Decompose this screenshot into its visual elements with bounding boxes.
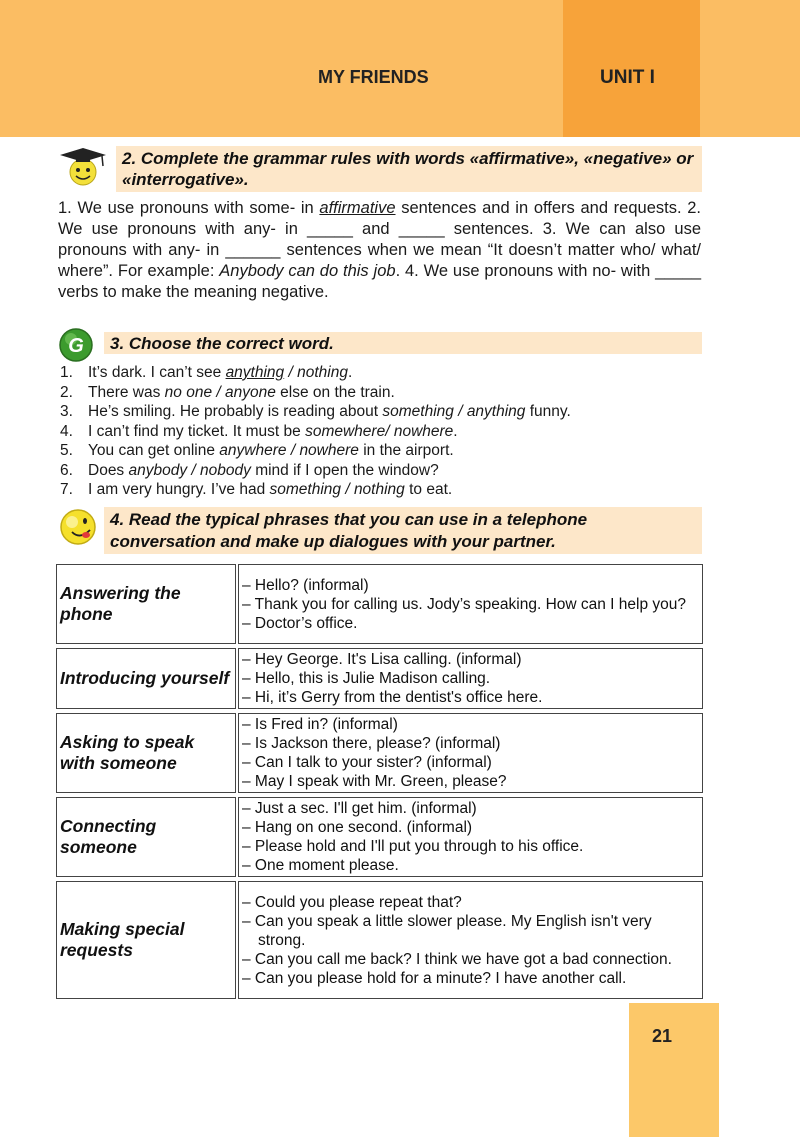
- phrases-table: [56, 560, 703, 1003]
- phrase-line: – Just a sec. I'll get him. (informal): [242, 800, 477, 817]
- separator: /: [284, 364, 298, 381]
- item-text: else on the train.: [275, 383, 395, 401]
- rule-text-part: sentences and in offers and requests. 2. We use pronouns with any- in _____ and _____ sentences. 3. We can also use pronouns with any- in ______ sentences when we mean “It doesn’t matter who/ what/ where”. For example:: [58, 199, 701, 280]
- list-item: [60, 480, 700, 500]
- table-row: [56, 797, 703, 877]
- phrases-cell: [238, 881, 703, 999]
- option-1: no one: [164, 383, 213, 401]
- list-item: [60, 383, 700, 403]
- item-text: You can get online: [88, 442, 220, 459]
- choose-word-list: [60, 363, 700, 500]
- phrase-line: – Hang on one second. (informal): [242, 819, 473, 836]
- list-item: [60, 402, 700, 422]
- filled-answer: affirmative: [319, 199, 396, 217]
- rule-text-part: 1. We use pronouns with some- in: [58, 199, 320, 217]
- svg-text:G: G: [68, 335, 84, 357]
- option-1: anybody: [128, 461, 188, 479]
- item-text: I am very hungry. I’ve had: [88, 481, 270, 498]
- item-text: mind if I open the window?: [250, 461, 439, 479]
- item-number: 4.: [60, 422, 73, 440]
- tongue-smiley-icon: [58, 506, 100, 548]
- option-1: anywhere: [219, 442, 287, 459]
- item-number: 1.: [60, 364, 73, 381]
- option-1: something: [382, 403, 454, 420]
- category-cell: Connecting someone: [56, 797, 236, 877]
- item-text: I can’t find my ticket. It must be: [88, 422, 306, 440]
- option-2: nowhere: [393, 422, 454, 440]
- example-sentence: Anybody can do this job: [219, 262, 396, 280]
- item-number: 6.: [60, 461, 73, 479]
- task3-heading: 3. Choose the correct word.: [104, 332, 702, 354]
- item-text: .: [453, 422, 458, 440]
- table-row: [56, 564, 703, 644]
- separator: /: [385, 422, 394, 440]
- list-item: [60, 461, 700, 481]
- option-1: anything: [225, 364, 285, 381]
- item-number: 2.: [60, 383, 73, 401]
- phrase-line: – One moment please.: [242, 857, 399, 874]
- item-text: He’s smiling. He probably is reading about: [88, 403, 383, 420]
- graduate-smiley-icon: [56, 146, 108, 188]
- task2-heading: 2. Complete the grammar rules with words «affirmative», «negative» or «interrogative».: [116, 146, 702, 192]
- item-text: funny.: [525, 403, 571, 420]
- phrase-line: – Hello, this is Julie Madison calling.: [242, 670, 491, 687]
- item-text: to eat.: [404, 481, 453, 498]
- category-cell: Making special requests: [56, 881, 236, 999]
- unit-label: UNIT I: [600, 67, 655, 88]
- phrase-line: – Can you please hold for a minute? I have another call.: [242, 969, 627, 987]
- phrase-line: – Can you call me back? I think we have got a bad connection.: [242, 950, 672, 968]
- table-row: [56, 713, 703, 793]
- grammar-g-icon: [58, 327, 96, 363]
- phrase-line: – Is Fred in? (informal): [242, 716, 398, 733]
- rule-text-part: . 4. We use pronouns with no- with _____ verbs to make the meaning negative.: [58, 262, 701, 301]
- separator: /: [453, 403, 467, 420]
- option-2: nobody: [200, 461, 251, 479]
- phrase-line: – Is Jackson there, please? (informal): [242, 735, 501, 752]
- item-text: .: [347, 364, 353, 381]
- table-row: [56, 648, 703, 709]
- item-text: Does: [88, 461, 129, 479]
- item-number: 3.: [60, 403, 73, 420]
- page-title: MY FRIENDS: [318, 67, 429, 87]
- phrases-cell: [238, 564, 703, 644]
- phrases-cell: [238, 713, 703, 793]
- category-cell: Introducing yourself: [56, 648, 236, 709]
- task4-heading: 4. Read the typical phrases that you can use in a telephone conversation and make up dialogues with your partner.: [104, 507, 702, 554]
- option-2: anything: [466, 403, 526, 420]
- phrase-line: – Hello? (informal): [242, 576, 369, 594]
- option-2: nowhere: [299, 442, 359, 459]
- phrase-line: – Hi, it’s Gerry from the dentist's office here.: [242, 689, 543, 706]
- task2-rules-text: [58, 198, 701, 303]
- phrase-line: – Can you speak a little slower please. My English isn't very strong.: [242, 912, 652, 949]
- item-text: in the airport.: [358, 442, 454, 459]
- phrases-cell: [238, 648, 703, 709]
- option-2: anyone: [225, 383, 276, 401]
- option-2: nothing: [353, 481, 405, 498]
- page-number-box: [629, 1003, 719, 1137]
- separator: /: [187, 461, 201, 479]
- option-1: somewhere: [305, 422, 386, 440]
- option-1: something: [269, 481, 342, 498]
- phrase-line: – Hey George. It's Lisa calling. (informal): [242, 651, 522, 668]
- item-number: 7.: [60, 481, 73, 498]
- phrase-line: – May I speak with Mr. Green, please?: [242, 773, 507, 790]
- list-item: [60, 422, 700, 442]
- table-row: [56, 881, 703, 999]
- phrase-line: – Thank you for calling us. Jody’s speaking. How can I help you?: [242, 595, 687, 613]
- option-2: nothing: [297, 364, 348, 381]
- list-item: [60, 441, 700, 461]
- item-text: There was: [88, 383, 165, 401]
- category-cell: Asking to speak with someone: [56, 713, 236, 793]
- separator: /: [212, 383, 226, 401]
- separator: /: [341, 481, 354, 498]
- item-text: It’s dark. I can’t see: [88, 364, 226, 381]
- phrase-line: – Please hold and I'll put you through to his office.: [242, 838, 584, 855]
- phrase-line: – Can I talk to your sister? (informal): [242, 754, 492, 771]
- item-number: 5.: [60, 442, 73, 459]
- phrases-cell: [238, 797, 703, 877]
- category-cell: Answering the phone: [56, 564, 236, 644]
- separator: /: [286, 442, 300, 459]
- list-item: [60, 363, 700, 383]
- page-number: 21: [652, 1026, 673, 1046]
- phrase-line: – Doctor’s office.: [242, 614, 358, 632]
- phrase-line: – Could you please repeat that?: [242, 893, 462, 911]
